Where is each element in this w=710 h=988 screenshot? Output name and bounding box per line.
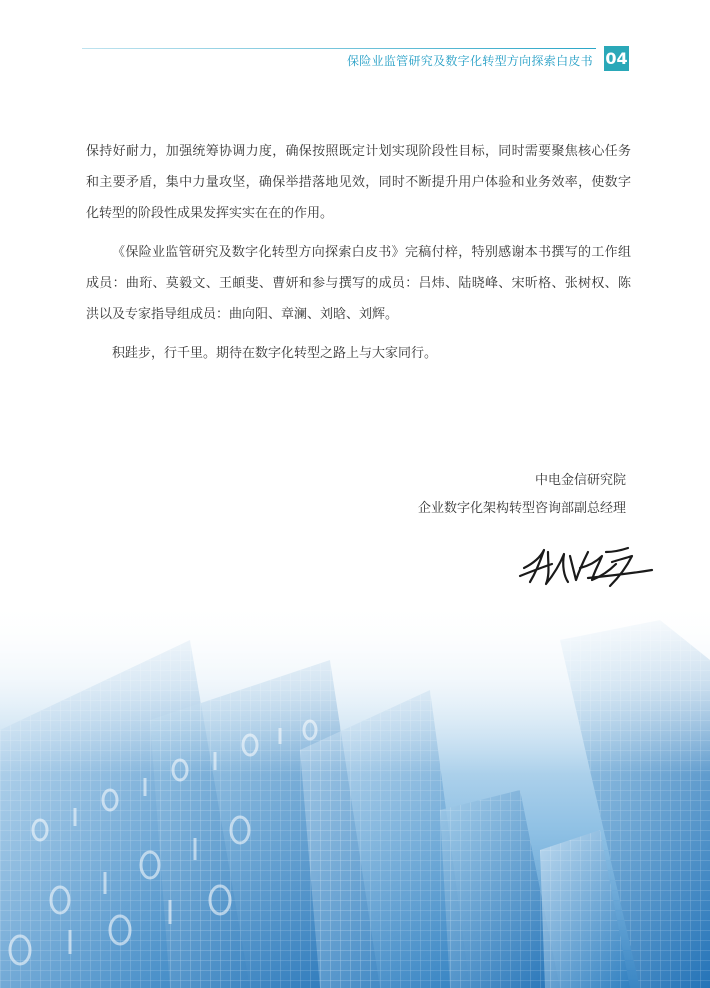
paragraph-1: 保持好耐力，加强统筹协调力度，确保按照既定计划实现阶段性目标，同时需要聚焦核心任务和主要矛盾，集中力量攻坚，确保举措落地见效，同时不断提升用户体验和业务效率，使数字化转型的阶段性成果发挥实实在在的作用。 xyxy=(86,144,631,221)
author-position: 企业数字化架构转型咨询部副总经理 xyxy=(417,501,626,516)
page-number-badge: 04 xyxy=(604,46,629,71)
paragraph-3: 积跬步，行千里。期待在数字化转型之路上与大家同行。 xyxy=(112,346,438,361)
cityscape-illustration xyxy=(0,600,710,988)
header-rule xyxy=(82,48,596,49)
header-title: 保险业监管研究及数字化转型方向探索白皮书 xyxy=(346,54,593,68)
organization-name: 中电金信研究院 xyxy=(534,473,626,488)
paragraph-2: 《保险业监管研究及数字化转型方向探索白皮书》完稿付梓，特别感谢本书撰写的工作组成员：曲珩、莫毅文、王頔斐、曹妍和参与撰写的成员：吕炜、陆晓峰、宋昕格、张树权、陈洪以及专家指导组成员：曲向阳、章澜、刘晗、刘辉。 xyxy=(86,245,631,322)
handwritten-signature xyxy=(518,538,656,590)
body-text xyxy=(86,136,631,369)
